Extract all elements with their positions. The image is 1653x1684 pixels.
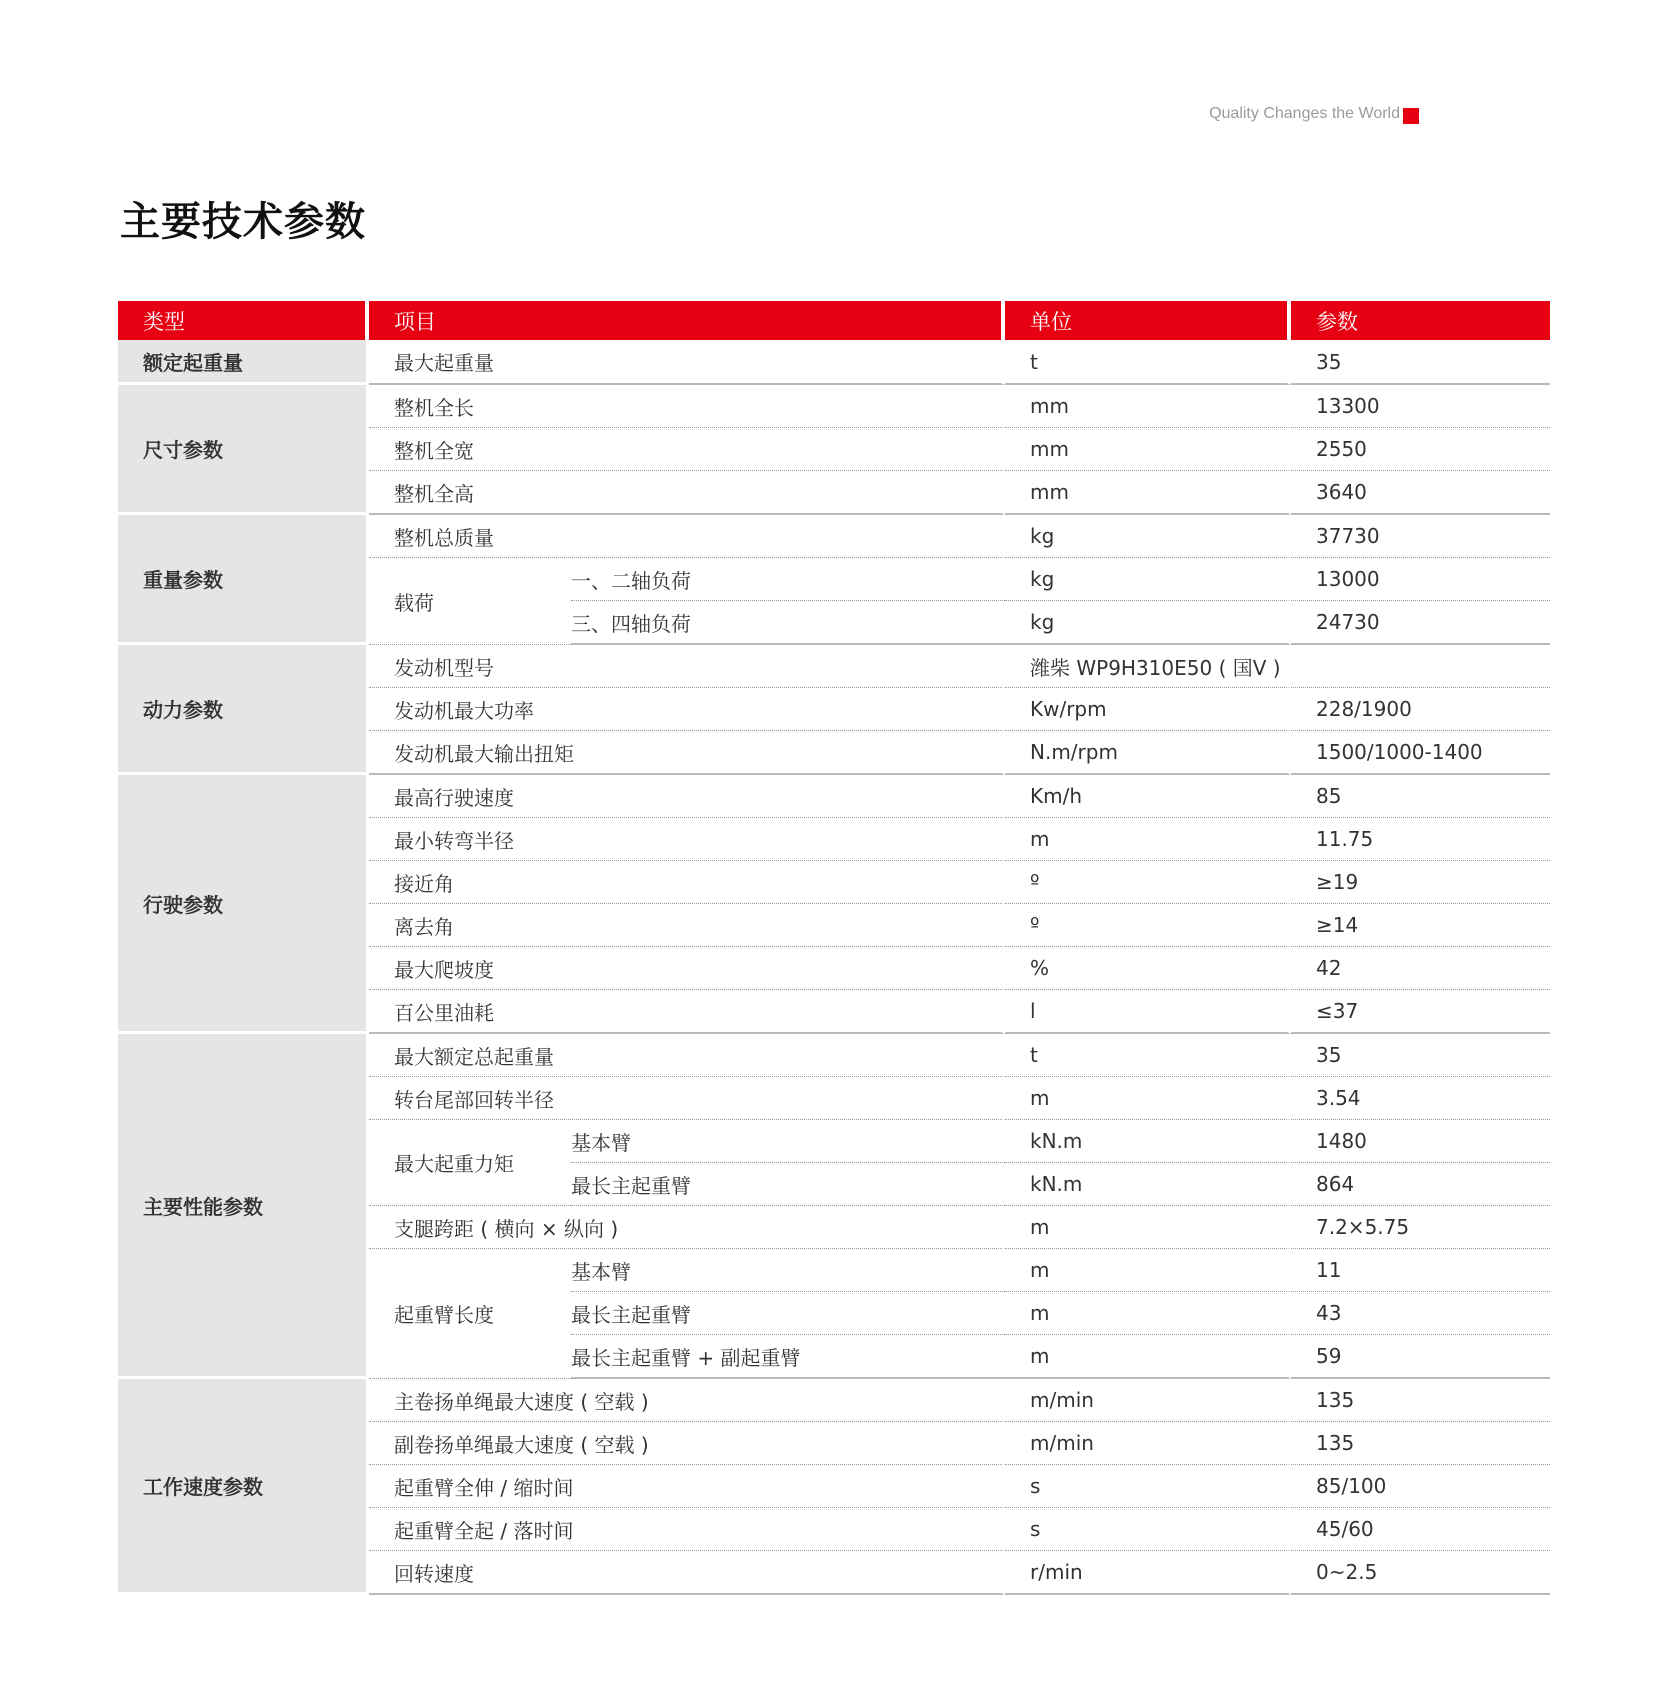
unit-cell: kg bbox=[1005, 558, 1291, 601]
brand-slogan: Quality Changes the World bbox=[1209, 105, 1400, 122]
value-cell: 42 bbox=[1291, 947, 1550, 990]
value-cell: 864 bbox=[1291, 1163, 1550, 1206]
value-cell: 11.75 bbox=[1291, 818, 1550, 861]
value-cell bbox=[1291, 645, 1550, 688]
section-type: 主要性能参数 bbox=[118, 1034, 369, 1379]
sub-item-label: 最长主起重臂 bbox=[571, 1163, 1005, 1206]
value-cell: 0~2.5 bbox=[1291, 1551, 1550, 1595]
item-label: 发动机最大功率 bbox=[369, 688, 1005, 731]
section-type: 行驶参数 bbox=[118, 775, 369, 1034]
unit-cell: mm bbox=[1005, 385, 1291, 428]
item-label: 发动机型号 bbox=[369, 645, 1005, 688]
unit-cell: s bbox=[1005, 1508, 1291, 1551]
spec-table bbox=[118, 301, 1550, 1595]
value-cell: 3.54 bbox=[1291, 1077, 1550, 1120]
item-label: 整机总质量 bbox=[369, 515, 1005, 558]
unit-cell: t bbox=[1005, 1034, 1291, 1077]
unit-cell: mm bbox=[1005, 471, 1291, 515]
table-row bbox=[118, 515, 1550, 558]
item-group-label: 最大起重力矩 bbox=[369, 1120, 571, 1206]
unit-cell: % bbox=[1005, 947, 1291, 990]
unit-cell: º bbox=[1005, 904, 1291, 947]
unit-cell: 潍柴 WP9H310E50 ( 国Ⅴ ) bbox=[1005, 645, 1291, 688]
item-label: 最大爬坡度 bbox=[369, 947, 1005, 990]
table-row bbox=[118, 1379, 1550, 1422]
value-cell: 13000 bbox=[1291, 558, 1550, 601]
value-cell: 85 bbox=[1291, 775, 1550, 818]
table-row bbox=[118, 385, 1550, 428]
value-cell: 85/100 bbox=[1291, 1465, 1550, 1508]
unit-cell: kg bbox=[1005, 601, 1291, 645]
value-cell: 24730 bbox=[1291, 601, 1550, 645]
value-cell: 11 bbox=[1291, 1249, 1550, 1292]
section-type: 工作速度参数 bbox=[118, 1379, 369, 1595]
item-label: 起重臂全起 / 落时间 bbox=[369, 1508, 1005, 1551]
unit-cell: l bbox=[1005, 990, 1291, 1034]
item-label: 接近角 bbox=[369, 861, 1005, 904]
unit-cell: m bbox=[1005, 818, 1291, 861]
item-label: 最高行驶速度 bbox=[369, 775, 1005, 818]
item-label: 起重臂全伸 / 缩时间 bbox=[369, 1465, 1005, 1508]
unit-cell: m bbox=[1005, 1335, 1291, 1379]
unit-cell: Km/h bbox=[1005, 775, 1291, 818]
value-cell: 1500/1000-1400 bbox=[1291, 731, 1550, 775]
section-type: 动力参数 bbox=[118, 645, 369, 775]
value-cell: 135 bbox=[1291, 1422, 1550, 1465]
value-cell: 7.2×5.75 bbox=[1291, 1206, 1550, 1249]
brand-square-icon bbox=[1403, 108, 1419, 124]
value-cell: 228/1900 bbox=[1291, 688, 1550, 731]
sub-item-label: 三、四轴负荷 bbox=[571, 601, 1005, 645]
table-row bbox=[118, 340, 1550, 385]
value-cell: 135 bbox=[1291, 1379, 1550, 1422]
item-label: 回转速度 bbox=[369, 1551, 1005, 1595]
table-row bbox=[118, 645, 1550, 688]
sub-item-label: 一、二轴负荷 bbox=[571, 558, 1005, 601]
unit-cell: m bbox=[1005, 1249, 1291, 1292]
value-cell: 35 bbox=[1291, 1034, 1550, 1077]
column-header-type: 类型 bbox=[118, 301, 369, 340]
unit-cell: mm bbox=[1005, 428, 1291, 471]
unit-cell: m bbox=[1005, 1077, 1291, 1120]
unit-cell: m bbox=[1005, 1292, 1291, 1335]
item-label: 副卷扬单绳最大速度 ( 空载 ) bbox=[369, 1422, 1005, 1465]
value-cell: 59 bbox=[1291, 1335, 1550, 1379]
table-row bbox=[118, 775, 1550, 818]
column-header-item: 项目 bbox=[369, 301, 1005, 340]
value-cell: 37730 bbox=[1291, 515, 1550, 558]
value-cell: ≥14 bbox=[1291, 904, 1550, 947]
item-label: 百公里油耗 bbox=[369, 990, 1005, 1034]
item-label: 最大额定总起重量 bbox=[369, 1034, 1005, 1077]
unit-cell: m/min bbox=[1005, 1379, 1291, 1422]
value-cell: 43 bbox=[1291, 1292, 1550, 1335]
value-cell: 2550 bbox=[1291, 428, 1550, 471]
value-cell: 3640 bbox=[1291, 471, 1550, 515]
section-type: 尺寸参数 bbox=[118, 385, 369, 515]
unit-cell: m bbox=[1005, 1206, 1291, 1249]
item-label: 离去角 bbox=[369, 904, 1005, 947]
value-cell: ≤37 bbox=[1291, 990, 1550, 1034]
unit-cell: kN.m bbox=[1005, 1163, 1291, 1206]
value-cell: ≥19 bbox=[1291, 861, 1550, 904]
sub-item-label: 基本臂 bbox=[571, 1249, 1005, 1292]
item-label: 整机全高 bbox=[369, 471, 1005, 515]
unit-cell: kN.m bbox=[1005, 1120, 1291, 1163]
item-label: 转台尾部回转半径 bbox=[369, 1077, 1005, 1120]
item-label: 主卷扬单绳最大速度 ( 空载 ) bbox=[369, 1379, 1005, 1422]
item-label: 最大起重量 bbox=[369, 340, 1005, 385]
value-cell: 13300 bbox=[1291, 385, 1550, 428]
table-row bbox=[118, 1034, 1550, 1077]
unit-cell: t bbox=[1005, 340, 1291, 385]
item-group-label: 起重臂长度 bbox=[369, 1249, 571, 1379]
section-type: 额定起重量 bbox=[118, 340, 369, 385]
sub-item-label: 最长主起重臂 + 副起重臂 bbox=[571, 1335, 1005, 1379]
unit-cell: º bbox=[1005, 861, 1291, 904]
item-group-label: 载荷 bbox=[369, 558, 571, 645]
item-label: 整机全宽 bbox=[369, 428, 1005, 471]
value-cell: 45/60 bbox=[1291, 1508, 1550, 1551]
unit-cell: N.m/rpm bbox=[1005, 731, 1291, 775]
unit-cell: Kw/rpm bbox=[1005, 688, 1291, 731]
column-header-unit: 单位 bbox=[1005, 301, 1291, 340]
item-label: 整机全长 bbox=[369, 385, 1005, 428]
page-title: 主要技术参数 bbox=[120, 199, 366, 245]
sub-item-label: 最长主起重臂 bbox=[571, 1292, 1005, 1335]
unit-cell: kg bbox=[1005, 515, 1291, 558]
column-header-value: 参数 bbox=[1291, 301, 1550, 340]
table-header-row bbox=[118, 301, 1550, 340]
unit-cell: r/min bbox=[1005, 1551, 1291, 1595]
value-cell: 35 bbox=[1291, 340, 1550, 385]
sub-item-label: 基本臂 bbox=[571, 1120, 1005, 1163]
unit-cell: s bbox=[1005, 1465, 1291, 1508]
item-label: 发动机最大输出扭矩 bbox=[369, 731, 1005, 775]
value-cell: 1480 bbox=[1291, 1120, 1550, 1163]
section-type: 重量参数 bbox=[118, 515, 369, 645]
item-label: 支腿跨距 ( 横向 × 纵向 ) bbox=[369, 1206, 1005, 1249]
unit-cell: m/min bbox=[1005, 1422, 1291, 1465]
item-label: 最小转弯半径 bbox=[369, 818, 1005, 861]
